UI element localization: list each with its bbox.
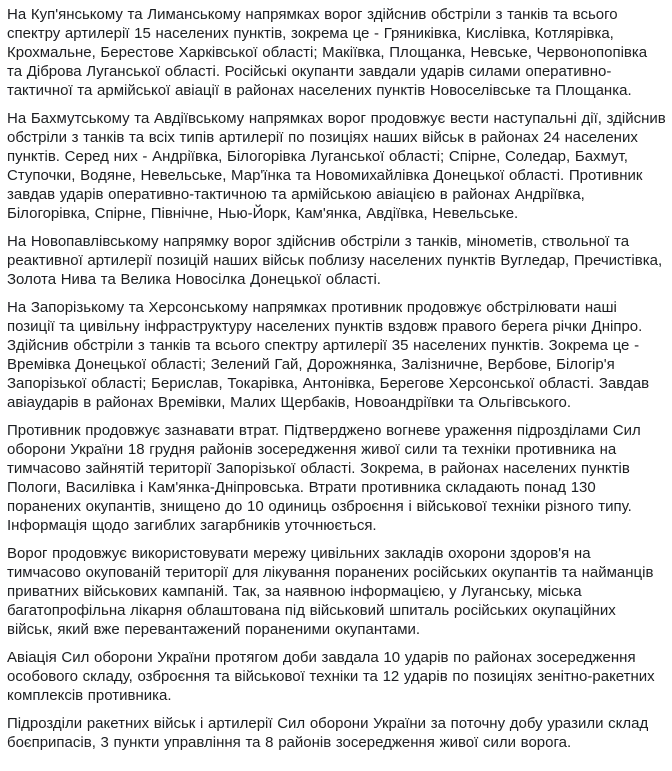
paragraph-zaporizhzhia-kherson: На Запорізькому та Херсонському напрямках противник продовжує обстрілювати наші позиції та цивільну інфраструктуру населених пунктів вздовж правого берега річки Дніпро. Здійснив обстріли з танків та всього спектру артилерії 35 населених пунктів. Зокрема це - Времівка Донецької області; Зелений Гай, Дорожнянка, Залізничне, Вербове, Білогір'я Запорізької області; Берислав, Токарівка, Антонівка, Берегове Херсонської області. Завдав авіаударів в районах Времівки, Малих Щербаків, Новоандріївки та Ольгівського. bbox=[7, 299, 650, 411]
paragraph-missile-artillery: Підрозділи ракетних військ і артилерії Сил оборони України за поточну добу уразили склад боєприпасів, 3 пункти управління та 8 районів зосередження живої сили ворога. bbox=[7, 715, 649, 751]
paragraph-kupyansk-lyman: На Куп'янському та Лиманському напрямках ворог здійснив обстріли з танків та всього спектру артилерії 15 населених пунктів, зокрема це - Гряниківка, Кислівка, Котлярівка, Крохмальне, Берестове Харківської області; Макіївка, Площанка, Невське, Червонопопівка та Діброва Луганської області. Російські окупанти завдали ударів силами оперативно-тактичної та армійської авіації в районах населених пунктів Новоселівське та Площанка. bbox=[7, 6, 648, 99]
paragraph-bakhmut-avdiivka: На Бахмутському та Авдіївському напрямках ворог продовжує вести наступальні дії, здійснив обстріли з танків та всіх типів артилерії по позиціях наших військ в районах 24 населених пунктів. Серед них - Андріївка, Білогорівка Луганської області; Спірне, Соледар, Бахмут, Ступочки, Водяне, Невельське, Мар'їнка та Новомихайлівка Донецької області. Противник завдав ударів оперативно-тактичною та армійською авіацією в районах Андріївка, Білогорівка, Спірне, Північне, Нью-Йорк, Кам'янка, Авдіївка, Невельське. bbox=[7, 110, 666, 222]
paragraph-hospitals: Ворог продовжує використовувати мережу цивільних закладів охорони здоров'я на тимчасово окупованій території для лікування поранених російських окупантів та найманців приватних військових кампаній. Так, за наявною інформацією, у Луганську, міська багатопрофільна лікарня облаштована під військовий шпиталь російських окупаційних військ, який вже перевантажений пораненими окупантами. bbox=[7, 545, 654, 638]
paragraph-novopavlivske: На Новопавлівському напрямку ворог здійснив обстріли з танків, мінометів, ствольної та реактивної артилерії позицій наших військ поблизу населених пунктів Вугледар, Пречистівка, Золота Нива та Велика Новосілка Донецької області. bbox=[7, 233, 663, 288]
paragraph-enemy-losses: Противник продовжує зазнавати втрат. Підтверджено вогневе ураження підрозділами Сил оборони України 18 грудня районів зосередження живої сили та техніки противника на тимчасово зайнятій території Запорізької області. Зокрема, в районах населених пунктів Пологи, Василівка і Кам'янка-Дніпровська. Втрати противника складають понад 130 поранених окупантів, знищено до 10 одиниць озброєння і військової техніки різного типу. Інформація щодо загиблих загарбників уточнюється. bbox=[7, 422, 641, 534]
paragraph-aviation-strikes: Авіація Сил оборони України протягом доби завдала 10 ударів по районах зосередження особового складу, озброєння та військової техніки та 12 ударів по позиціях зенітно-ракетних комплексів противника. bbox=[7, 649, 655, 704]
